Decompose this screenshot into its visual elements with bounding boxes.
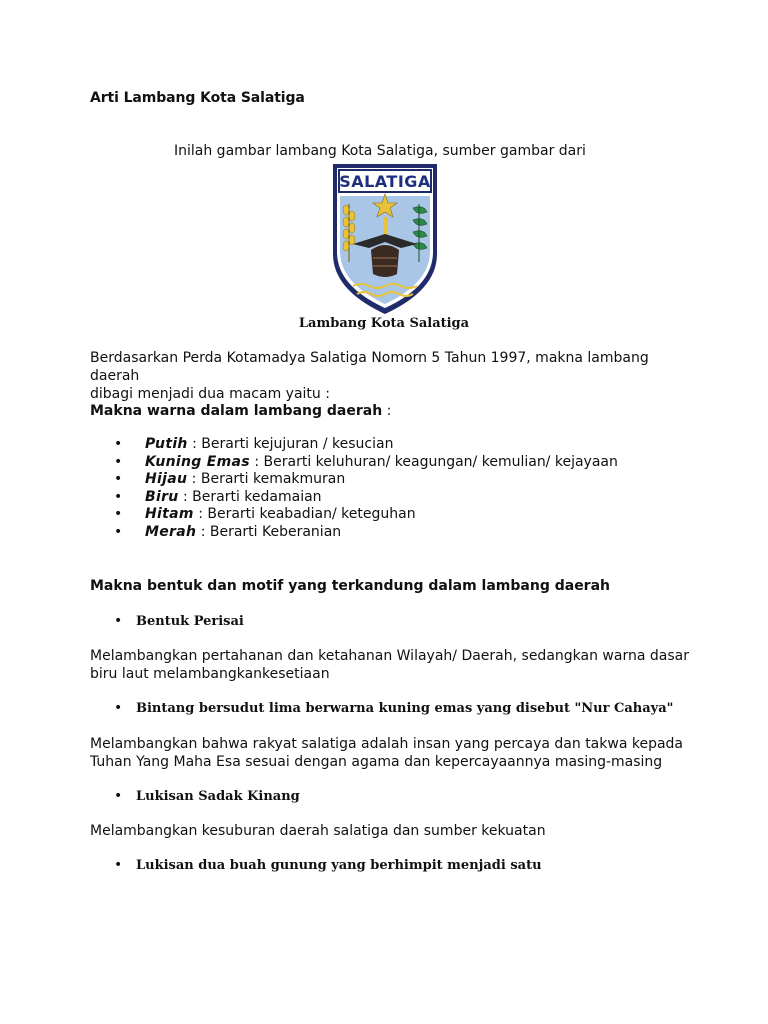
color-description: : Berarti kejujuran / kesucian [187,436,394,452]
emblem-banner-text: SALATIGA [339,172,431,191]
color-name: Hijau [145,471,188,488]
list-item [0,454,618,472]
color-name: Kuning Emas [145,453,250,470]
list-item [114,788,300,804]
item-description-line1: Melambangkan kesuburan daerah salatiga dan sumber kekuatan [90,823,546,839]
paragraph-perda [90,349,690,403]
item-description-line1: Melambangkan bahwa rakyat salatiga adalah insan yang percaya dan takwa kepada [90,736,683,752]
item-description [90,735,690,771]
color-name: Merah [145,523,197,540]
item-label: Lukisan Sadak Kinang [136,789,300,804]
intro-text: Inilah gambar lambang Kota Salatiga, sumber gambar dari [174,143,586,159]
document-title: Arti Lambang Kota Salatiga [90,90,305,106]
bullet: • [114,613,123,629]
list-item [0,506,618,524]
bullet: • [114,700,123,716]
list-item [0,524,618,542]
color-name: Hitam [145,506,194,523]
bullet: • [114,488,123,505]
list-item [0,489,618,507]
bullet: • [114,523,123,540]
paragraph-perda-line2: dibagi menjadi dua macam yaitu : [90,386,330,402]
paragraph-perda-line1: Berdasarkan Perda Kotamadya Salatiga Nomorn 5 Tahun 1997, makna lambang daerah [90,350,649,384]
item-description [90,822,690,840]
color-description: : Berarti Keberanian [196,523,342,540]
color-description: : Berarti keluhuran/ keagungan/ kemulian/ kejayaan [249,453,618,470]
color-name: Biru [145,488,179,505]
item-description [90,647,690,683]
heading-shape-meaning: Makna bentuk dan motif yang terkandung dalam lambang daerah [90,578,611,594]
color-description: : Berarti kedamaian [178,488,322,505]
list-item [114,613,244,629]
bullet: • [114,788,123,804]
bullet: • [114,506,123,523]
list-item [0,471,618,489]
item-description-line1: Melambangkan pertahanan dan ketahanan Wilayah/ Daerah, sedangkan warna dasar [90,648,689,664]
bullet: • [114,436,123,452]
item-label: Lukisan dua buah gunung yang berhimpit menjadi satu [136,858,542,873]
color-description: : Berarti keabadian/ keteguhan [193,506,416,523]
salatiga-emblem-image [331,162,439,316]
color-description: : Berarti kemakmuran [187,471,346,488]
bullet: • [114,857,123,873]
bullet: • [114,471,123,488]
item-label: Bentuk Perisai [136,614,244,629]
color-name: Putih [145,436,188,452]
list-item [114,700,673,716]
heading-color-meaning-text: Makna warna dalam lambang daerah [90,403,383,419]
bullet: • [114,453,123,470]
list-item [114,857,542,873]
heading-color-meaning [90,403,391,419]
item-label: Bintang bersudut lima berwarna kuning emas yang disebut "Nur Cahaya" [136,701,674,716]
heading-color-meaning-colon: : [382,403,392,419]
item-description-line2: biru laut melambangkankesetiaan [90,666,330,682]
image-caption: Lambang Kota Salatiga [298,316,470,331]
list-item [0,436,618,454]
item-description-line2: Tuhan Yang Maha Esa sesuai dengan agama dan kepercayaannya masing-masing [90,754,663,770]
color-meaning-list [0,436,618,542]
